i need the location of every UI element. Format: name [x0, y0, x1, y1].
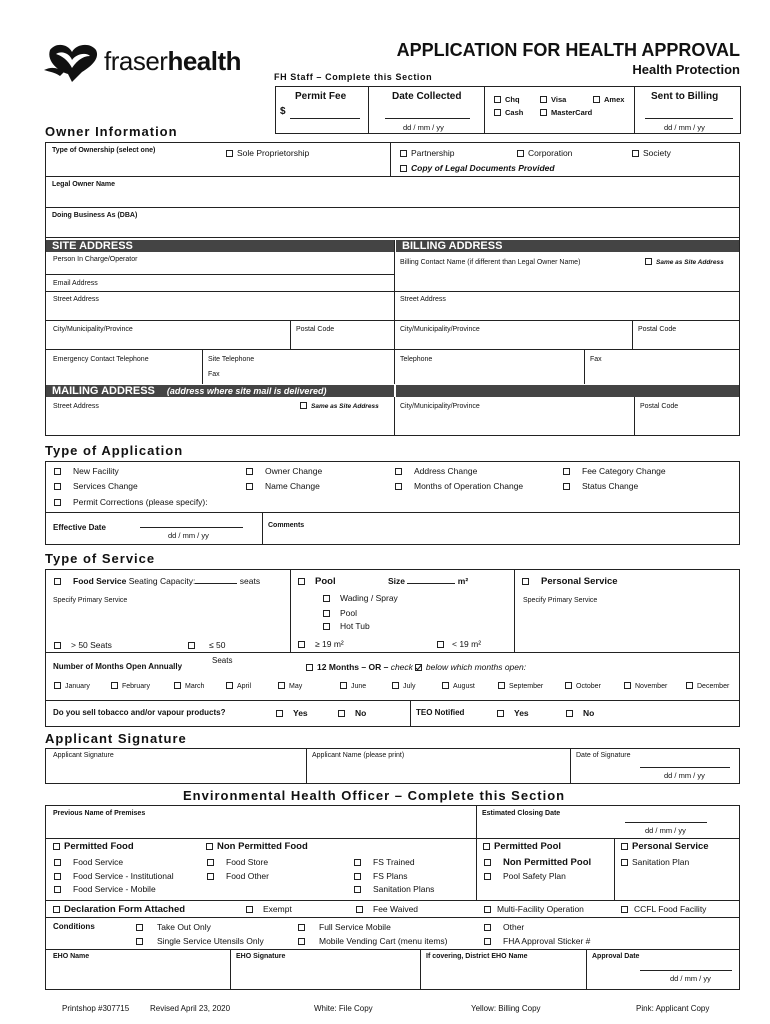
full-mobile-option[interactable]: Full Service Mobile: [298, 922, 391, 932]
checkbox-icon: [54, 499, 61, 506]
checkbox-icon: [437, 641, 444, 648]
owner-section-title: Owner Information: [45, 124, 178, 139]
approval-date-label: Approval Date: [592, 953, 640, 960]
estimated-closing-label: Estimated Closing Date: [482, 810, 561, 817]
address-change-option[interactable]: Address Change: [395, 466, 477, 476]
new-facility-option[interactable]: New Facility: [54, 466, 119, 476]
fee-change-option[interactable]: Fee Category Change: [563, 466, 666, 476]
white-copy-label: White: File Copy: [314, 1004, 373, 1013]
checkbox-icon: [400, 165, 407, 172]
eho-section-title: Environmental Health Officer – Complete this Section: [183, 788, 566, 803]
site-postal-label: Postal Code: [296, 326, 335, 333]
hot-tub-option[interactable]: Hot Tub: [323, 621, 370, 631]
conditions-label: Conditions: [53, 922, 95, 931]
billing-street-label: Street Address: [400, 296, 446, 303]
checkbox-icon: [563, 468, 570, 475]
month-option-august[interactable]: August: [442, 682, 475, 690]
checkbox-icon: [395, 483, 402, 490]
checkbox-icon: [621, 843, 628, 850]
signature-section-title: Applicant Signature: [45, 731, 187, 746]
ccfl-option[interactable]: CCFL Food Facility: [621, 904, 706, 914]
checkbox-icon: [483, 843, 490, 850]
sanitation-plan-option[interactable]: Sanitation Plan: [621, 857, 689, 867]
checkbox-icon: [566, 710, 573, 717]
comments-label: Comments: [268, 522, 305, 529]
person-in-charge-label: Person In Charge/Operator: [53, 256, 138, 263]
pay-cash[interactable]: Cash: [494, 108, 523, 117]
checkbox-icon: [498, 682, 505, 689]
applicant-name-label[interactable]: Applicant Name (please print): [312, 752, 405, 759]
checkbox-icon: [632, 150, 639, 157]
mailing-street-label: Street Address: [53, 403, 99, 410]
pink-copy-label: Pink: Applicant Copy: [636, 1004, 710, 1013]
mailing-city-label: City/Municipality/Province: [400, 403, 480, 410]
fraserhealth-heart-icon: [42, 40, 100, 84]
checkbox-icon: [54, 483, 61, 490]
society-option[interactable]: Society: [632, 148, 671, 158]
le50-seats-option[interactable]: ≤ 50: [188, 640, 225, 650]
checkbox-icon: [298, 924, 305, 931]
checkbox-icon: [298, 938, 305, 945]
non-permitted-food-option[interactable]: Non Permitted Food: [206, 841, 308, 852]
checkbox-icon: [226, 150, 233, 157]
checkbox-icon: [621, 859, 628, 866]
checkbox-icon: [53, 906, 60, 913]
wading-option[interactable]: Wading / Spray: [323, 593, 398, 603]
eho-personal-service-option[interactable]: Personal Service: [621, 841, 709, 852]
checkbox-icon: [246, 906, 253, 913]
permit-fee-field[interactable]: [290, 118, 360, 119]
checkbox-icon: [323, 610, 330, 617]
estimated-closing-format: dd / mm / yy: [645, 826, 686, 835]
checkbox-icon: [494, 109, 501, 116]
pool-sub-option[interactable]: Pool: [323, 608, 357, 618]
checkbox-icon: [484, 924, 491, 931]
date-collected-label: Date Collected: [392, 91, 462, 102]
month-option-september[interactable]: September: [498, 682, 543, 690]
months-change-option[interactable]: Months of Operation Change: [395, 481, 523, 491]
checkbox-icon: [53, 843, 60, 850]
teo-no-option[interactable]: No: [566, 708, 594, 718]
approval-date-format: dd / mm / yy: [670, 974, 711, 983]
checkbox-icon: [54, 886, 61, 893]
revised-date: Revised April 23, 2020: [150, 1004, 231, 1013]
applicant-signature-label[interactable]: Applicant Signature: [53, 752, 114, 759]
pay-amex[interactable]: Amex: [593, 95, 624, 104]
checkbox-icon: [298, 578, 305, 585]
site-city-label: City/Municipality/Province: [53, 326, 133, 333]
copy-docs-option[interactable]: Copy of Legal Documents Provided: [400, 163, 555, 173]
billing-address-bar: BILLING ADDRESS: [396, 240, 739, 252]
exempt-option[interactable]: Exempt: [246, 904, 292, 914]
date-of-signature-format: dd / mm / yy: [664, 771, 705, 780]
permit-fee-label: Permit Fee: [295, 91, 347, 102]
food-service-option[interactable]: Food Service Seating Capacity: seats: [54, 576, 260, 586]
checkbox-icon: [54, 468, 61, 475]
checkbox-icon: [323, 623, 330, 630]
seats-trailing-label: Seats: [212, 656, 233, 665]
checkbox-icon: [276, 710, 283, 717]
eho-food-service-option[interactable]: Food Service: [54, 857, 123, 867]
checkbox-icon: [54, 578, 61, 585]
site-telephone-label: Site Telephone: [208, 356, 255, 363]
email-label: Email Address: [53, 280, 98, 287]
month-option-february[interactable]: February: [111, 682, 150, 690]
declaration-option[interactable]: Declaration Form Attached: [53, 904, 185, 915]
corporation-option[interactable]: Corporation: [517, 148, 572, 158]
tobacco-question: Do you sell tobacco and/or vapour products?: [53, 708, 226, 717]
month-option-november[interactable]: November: [624, 682, 667, 690]
mailing-postal-label: Postal Code: [640, 403, 679, 410]
previous-name-label: Previous Name of Premises: [53, 810, 146, 817]
fha-sticker-option[interactable]: FHA Approval Sticker #: [484, 936, 590, 946]
date-of-signature-field[interactable]: [640, 767, 730, 768]
staff-section-label: FH Staff – Complete this Section: [274, 72, 433, 82]
fs-plans-option[interactable]: FS Plans: [354, 871, 408, 881]
teo-notified-label: TEO Notified: [416, 708, 465, 717]
name-change-option[interactable]: Name Change: [246, 481, 320, 491]
logo-text-bold: health: [167, 46, 242, 76]
month-option-january[interactable]: January: [54, 682, 90, 690]
checkbox-icon: [174, 682, 181, 689]
dollar-sign: $: [280, 106, 286, 117]
sent-to-billing-format: dd / mm / yy: [664, 123, 705, 132]
checkbox-icon: [563, 483, 570, 490]
checkbox-icon: [624, 682, 631, 689]
checkbox-icon: [298, 641, 305, 648]
other-option[interactable]: Other: [484, 922, 524, 932]
checkbox-icon: [354, 859, 361, 866]
eho-table: [45, 805, 740, 990]
checkbox-icon: [484, 938, 491, 945]
checkbox-icon: [136, 938, 143, 945]
checkbox-icon: [300, 402, 307, 409]
mobile-cart-option[interactable]: Mobile Vending Cart (menu items): [298, 936, 448, 946]
eho-name-label[interactable]: EHO Name: [53, 953, 90, 960]
service-section-title: Type of Service: [45, 551, 156, 566]
billing-fax-label: Fax: [590, 356, 602, 363]
single-service-option[interactable]: Single Service Utensils Only: [136, 936, 264, 946]
logo-text-light: fraser: [104, 46, 168, 76]
checkbox-icon: [540, 96, 547, 103]
billing-postal-label: Postal Code: [638, 326, 677, 333]
month-option-june[interactable]: June: [340, 682, 366, 690]
billing-same-option[interactable]: Same as Site Address: [645, 258, 724, 266]
owner-change-option[interactable]: Owner Change: [246, 466, 322, 476]
twelve-months-option[interactable]: 12 Months – OR – check below which months open:: [306, 662, 526, 672]
effective-date-format: dd / mm / yy: [168, 531, 209, 540]
checkbox-icon: [111, 682, 118, 689]
month-option-march[interactable]: March: [174, 682, 204, 690]
checkbox-icon: [593, 96, 600, 103]
checkbox-icon: [54, 682, 61, 689]
checkbox-icon: [392, 682, 399, 689]
checkbox-icon: [484, 859, 491, 866]
checkbox-icon: [54, 873, 61, 880]
mailing-same-option[interactable]: Same as Site Address: [300, 402, 379, 410]
mailing-address-bar: MAILING ADDRESS (address where site mail is delivered): [46, 385, 394, 397]
effective-date-label: Effective Date: [53, 523, 106, 532]
tobacco-yes-option[interactable]: Yes: [276, 708, 308, 718]
site-address-bar: SITE ADDRESS: [46, 240, 394, 252]
checkbox-icon: [484, 873, 491, 880]
form-subtitle: Health Protection: [632, 62, 740, 77]
estimated-closing-field[interactable]: [625, 822, 707, 823]
billing-contact-label: Billing Contact Name (if different than Legal Owner Name): [400, 259, 581, 266]
checkbox-icon: [207, 873, 214, 880]
pool-option[interactable]: Pool: [298, 576, 336, 587]
non-permitted-pool-option[interactable]: Non Permitted Pool: [484, 857, 591, 868]
checkbox-icon: [54, 642, 61, 649]
checkbox-icon: [354, 886, 361, 893]
month-option-may[interactable]: May: [278, 682, 302, 690]
checkbox-icon: [565, 682, 572, 689]
dba-label: Doing Business As (DBA): [52, 212, 138, 219]
fraserhealth-logo: [42, 40, 252, 84]
month-option-july[interactable]: July: [392, 682, 415, 690]
pool-size-field[interactable]: Size m²: [388, 576, 469, 586]
lt19-option[interactable]: < 19 m²: [437, 639, 481, 649]
sent-to-billing-label: Sent to Billing: [651, 91, 719, 102]
checkbox-icon: [395, 468, 402, 475]
checkbox-icon: [323, 595, 330, 602]
tobacco-no-option[interactable]: No: [338, 708, 366, 718]
ownership-type-label: Type of Ownership (select one): [52, 147, 156, 154]
personal-service-option[interactable]: Personal Service: [522, 576, 618, 587]
months-open-label: Number of Months Open Annually: [53, 662, 183, 671]
specify-primary-food-label: Specify Primary Service: [53, 597, 128, 604]
gt50-seats-option[interactable]: > 50 Seats: [54, 640, 112, 650]
date-collected-field[interactable]: [385, 118, 470, 119]
checkbox-icon: [188, 642, 195, 649]
checkbox-icon: [246, 468, 253, 475]
yellow-copy-label: Yellow: Billing Copy: [471, 1004, 541, 1013]
permitted-pool-option[interactable]: Permitted Pool: [483, 841, 561, 852]
fee-waived-option[interactable]: Fee Waived: [356, 904, 418, 914]
legal-owner-label: Legal Owner Name: [52, 181, 116, 188]
checkbox-icon: [278, 682, 285, 689]
checkbox-icon: [354, 873, 361, 880]
eho-food-service-inst-option[interactable]: Food Service - Institutional: [54, 871, 174, 881]
checkbox-icon: [206, 843, 213, 850]
checkbox-icon: [306, 664, 313, 671]
pay-visa[interactable]: Visa: [540, 95, 566, 104]
checkbox-icon: [621, 906, 628, 913]
effective-date-field[interactable]: [140, 527, 243, 528]
checkbox-icon: [645, 258, 652, 265]
billing-telephone-label: Telephone: [400, 356, 433, 363]
specify-primary-personal-label: Specify Primary Service: [523, 597, 598, 604]
pool-safety-option[interactable]: Pool Safety Plan: [484, 871, 566, 881]
checkbox-icon: [356, 906, 363, 913]
approval-date-field[interactable]: [640, 970, 732, 971]
checkbox-icon: [54, 859, 61, 866]
teo-yes-option[interactable]: Yes: [497, 708, 529, 718]
multi-facility-option[interactable]: Multi-Facility Operation: [484, 904, 584, 914]
date-of-signature-label: Date of Signature: [576, 752, 631, 759]
pay-chq[interactable]: Chq: [494, 95, 520, 104]
status-change-option[interactable]: Status Change: [563, 481, 638, 491]
date-collected-format: dd / mm / yy: [403, 123, 444, 132]
site-street-label: Street Address: [53, 296, 99, 303]
checkbox-icon: [340, 682, 347, 689]
eho-signature-label[interactable]: EHO Signature: [236, 953, 286, 960]
month-option-december[interactable]: December: [686, 682, 729, 690]
checkbox-icon: [497, 710, 504, 717]
checkbox-icon: [226, 682, 233, 689]
eho-food-store-option[interactable]: Food Store: [207, 857, 268, 867]
checkbox-icon: [207, 859, 214, 866]
form-title: APPLICATION FOR HEALTH APPROVAL: [396, 40, 740, 60]
month-option-october[interactable]: October: [565, 682, 601, 690]
pay-mastercard[interactable]: MasterCard: [540, 108, 592, 117]
checked-box-icon: [415, 664, 422, 671]
sanitation-plans-option[interactable]: Sanitation Plans: [354, 884, 434, 894]
permit-corrections-option[interactable]: Permit Corrections (please specify):: [54, 497, 208, 507]
ge19-option[interactable]: ≥ 19 m²: [298, 639, 344, 649]
eho-food-other-option[interactable]: Food Other: [207, 871, 269, 881]
take-out-option[interactable]: Take Out Only: [136, 922, 211, 932]
checkbox-icon: [484, 906, 491, 913]
checkbox-icon: [494, 96, 501, 103]
checkbox-icon: [136, 924, 143, 931]
checkbox-icon: [522, 578, 529, 585]
checkbox-icon: [400, 150, 407, 157]
checkbox-icon: [338, 710, 345, 717]
covering-eho-label[interactable]: If covering, District EHO Name: [426, 953, 528, 960]
checkbox-icon: [686, 682, 693, 689]
checkbox-icon: [517, 150, 524, 157]
services-change-option[interactable]: Services Change: [54, 481, 138, 491]
emergency-telephone-label: Emergency Contact Telephone: [53, 356, 149, 363]
partnership-option[interactable]: Partnership: [400, 148, 454, 158]
fs-trained-option[interactable]: FS Trained: [354, 857, 415, 867]
sent-to-billing-field[interactable]: [645, 118, 733, 119]
site-fax-label: Fax: [208, 371, 220, 378]
checkbox-icon: [246, 483, 253, 490]
application-section-title: Type of Application: [45, 443, 184, 458]
billing-city-label: City/Municipality/Province: [400, 326, 480, 333]
printshop-number: Printshop #307715: [62, 1004, 130, 1013]
month-option-april[interactable]: April: [226, 682, 251, 690]
permitted-food-option[interactable]: Permitted Food: [53, 841, 134, 852]
eho-food-service-mobile-option[interactable]: Food Service - Mobile: [54, 884, 156, 894]
checkbox-icon: [540, 109, 547, 116]
sole-proprietorship-option[interactable]: Sole Proprietorship: [226, 148, 309, 158]
checkbox-icon: [442, 682, 449, 689]
address-table: [45, 238, 740, 436]
